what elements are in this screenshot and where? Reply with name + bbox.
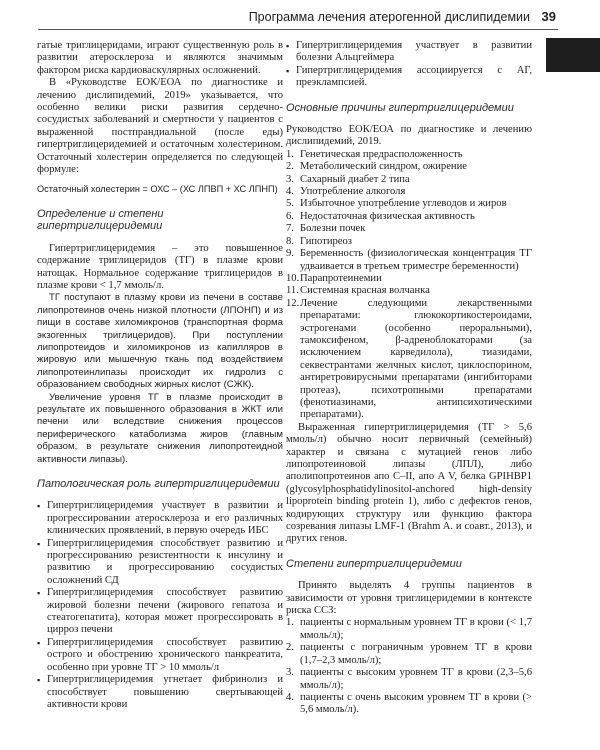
section-heading-degrees: Степени гипертриглицеридемии <box>286 557 462 570</box>
list-item: ▪ Гипертриглицеридемия способствует развитию и прогрессированию резистентности к инсулину и развитию и прогрессированию сосудистых осложнений СД <box>37 538 283 588</box>
paragraph-familial: Выраженная гипертриглицеридемия (ТГ > 5,6 ммоль/л) обычно носит первичный (семейный) характер и связана с мутацией генов либо липопротеиновой липазы (ЛПЛ), либо аполипопротеинов апо C–II, апо A V, белка GPIHBP1 (glycosylphosphatidylinositol-anchored high-density lipoprotein binding protein 1), либо с дефектов генов, кодирующих структуру или функцию фактора созревания липазы LMF-1 (Brahm A. и соавт., 2013), и других генов. <box>286 421 532 545</box>
list-item: ▪ Гипертриглицеридемия способствует развитию острого и обострению хронического панкреатита, особенно при уровне ТГ > 10 ммоль/л <box>37 637 283 674</box>
list-item: ▪ Гипертриглицеридемия ассоциируется с АГ, преэклампсией. <box>286 65 532 90</box>
section-heading-pathology: Патологическая роль гипертриглицеридемии <box>37 478 280 490</box>
page-number: 39 <box>541 9 556 24</box>
paragraph-definition: Гипертриглицеридемия – это повышенное содержание триглицеридов (ТГ) в плазме крови натощак. Нормальное содержание триглицеридов в плазме крови < 1,7 ммоль/л. <box>37 242 283 291</box>
header-rule <box>38 29 558 30</box>
list-item: 8. Гипотиреоз <box>286 235 352 247</box>
page-header <box>0 0 600 32</box>
paragraph-continued: гатые триглицеридами, играют существенную роль в развитии атеросклероза и являются значимым фактором риска кардиоваскулярных осложнений. <box>37 40 283 76</box>
list-item: 11. Системная красная волчанка <box>286 285 430 297</box>
chapter-thumb-tab <box>546 38 600 72</box>
paragraph-guidelines: В «Руководстве ЕОК/ЕОА по диагностике и лечению дислипидемий, 2019» указывается, что особенно велики риски развития сердечно-сосудистых заболеваний и смертности у пациентов с выраженной постпрандиальной (после еды) гипертриглицеридемией и остаточным холестерином. Остаточный холестерин определяется по следующей формуле: <box>37 77 283 176</box>
list-item: 9. Беременность (физиологическая концентрация ТГ удваивается в третьем триместре беременности) <box>286 248 532 272</box>
causes-list <box>286 149 532 422</box>
formula-remnant-cholesterol: Остаточный холестерин = ОХС – (ХС ЛПВП + ХС ЛПНП) <box>37 184 278 195</box>
groups-list <box>286 617 532 716</box>
list-item: 12. Лечение следующими лекарственными препаратами: глюкокортикостероидами, эстрогенами (особенно пероральными), тамоксифеном, β-адреноблокаторами (за исключением карведилола), тиазидами, секвестрантами желчных кислот, циклоспорином, антиретровирусными препаратами (ингибиторами протеаз), психотропными препаратами (фенотиазинами, антипсихотическими препаратами). <box>286 297 532 421</box>
right-column <box>286 40 532 717</box>
pathology-list <box>37 500 283 711</box>
list-item: 3. пациенты с высоким уровнем ТГ в крови (2,3–5,6 ммоль/л); <box>286 667 532 691</box>
list-item: 2. пациенты с пограничным уровнем ТГ в крови (1,7–2,3 ммоль/л); <box>286 642 532 666</box>
list-item: 3. Сахарный диабет 2 типа <box>286 173 410 185</box>
list-item: 2. Метаболический синдром, ожирение <box>286 161 467 173</box>
list-item: ▪ Гипертриглицеридемия участвует в развитии болезни Альцгеймера <box>286 40 532 65</box>
list-item: ▪ Гипертриглицеридемия способствует развитию жировой болезни печени (жирового гепатоза и стеатогепатита), которая может прогрессировать в цирроз печени <box>37 587 283 637</box>
list-item: 6. Недостаточная физическая активность <box>286 210 475 222</box>
section-heading-definition: Определение и степени гипертриглицеридемии <box>37 207 164 233</box>
list-item: 10. Парапротеинемии <box>286 272 382 284</box>
section-heading-causes: Основные причины гипертриглицеридемии <box>286 101 514 114</box>
list-item: 1. пациенты с нормальным уровнем ТГ в крови (< 1,7 ммоль/л); <box>286 617 532 641</box>
list-item: ▪ Гипертриглицеридемия угнетает фибринолиз и способствует повышению свертывающей активности крови <box>37 674 283 711</box>
list-item: 4. Употребление алкоголя <box>286 186 406 198</box>
paragraph-tg-increase: Увеличение уровня ТГ в плазме происходит в результате их повышенного образования в ЖКТ или печени или вследствие снижения процессов периферического катаболизма жиров (главным образом, в результате снижения липопротеидной активности липазы). <box>37 391 283 465</box>
running-title: Программа лечения атерогенной дислипидемии <box>248 10 530 24</box>
list-item: ▪ Гипертриглицеридемия участвует в развитии и прогрессировании атеросклероза и его различных клинических проявлений, в первую очередь ИБС <box>37 500 283 537</box>
left-column <box>37 40 283 711</box>
pathology-list-continued <box>286 40 532 90</box>
list-item: 5. Избыточное употребление углеводов и жиров <box>286 198 507 210</box>
list-item: 1. Генетическая предрасположенность <box>286 148 463 160</box>
paragraph-causes-source: Руководство ЕОК/ЕОА по диагностике и лечению дислипидемий, 2019. <box>286 124 532 148</box>
list-item: 4. пациенты с очень высоким уровнем ТГ в крови (> 5,6 ммоль/л). <box>286 691 532 716</box>
paragraph-groups: Принято выделять 4 группы пациентов в зависимости от уровня триглицеридемии в контексте риска ССЗ: <box>286 580 532 617</box>
list-item: 7. Болезни почек <box>286 223 366 235</box>
paragraph-tg-transport: ТГ поступают в плазму крови из печени в составе липопротеинов очень низкой плотности (ЛПОНП) и из пищи в составе хиломикронов (транспортная форма экзогенных триглицеридов). При поступлении липопротеидов и хиломикронов из капилляров в жировую или мышечную ткань под воздействием липопротеинлипазы происходит их гидролиз с образованием свободных жирных кислот (СЖК). <box>37 292 283 391</box>
